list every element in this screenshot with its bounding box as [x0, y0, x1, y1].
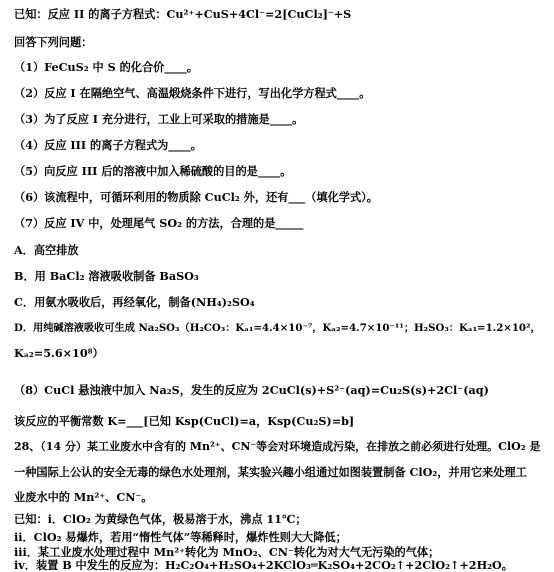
known-i: 已知：i．ClO₂ 为黄绿色气体，极易溶于水，沸点 11℃； — [14, 512, 307, 526]
problem-28-intro-line-1: 28、（14 分）某工业废水中含有的 Mn²⁺、CN⁻等会对环境造成污染，在排放之前必须进行处理。ClO₂ 是 — [14, 440, 541, 453]
question-6: （6）该流程中，可循环利用的物质除 CuCl₂ 外，还有___（填化学式）。 — [14, 190, 378, 204]
option-d: D．用纯碱溶液吸收可生成 Na₂SO₃（H₂CO₃：Kₐ₁=4.4×10⁻⁷，Kₐ₂=4.7×10⁻¹¹；H₂SO₃：Kₐ₁=1.2×10²， — [14, 322, 541, 334]
text-line-known-reaction-ii: 已知：反应 II 的离子方程式：Cu²⁺+CuS+4Cl⁻=2[CuCl₂]⁻+S — [14, 7, 352, 21]
question-1: （1）FeCuS₂ 中 S 的化合价____。 — [14, 60, 198, 74]
known-iv: iv．装置 B 中发生的反应为：H₂C₂O₄+H₂SO₄+2KClO₃═K₂SO₄+2CO₂↑+2ClO₂↑+2H₂O。 — [14, 558, 513, 572]
question-4: （4）反应 III 的离子方程式为____。 — [14, 138, 202, 152]
question-5: （5）向反应 III 后的溶液中加入稀硫酸的目的是____。 — [14, 164, 292, 178]
question-7: （7）反应 IV 中，处理尾气 SO₂ 的方法，合理的是_____ — [14, 216, 304, 230]
known-ii: ii．ClO₂ 易爆炸，若用“惰性气体”等稀释时，爆炸性则大大降低； — [14, 530, 347, 544]
question-3: （3）为了反应 I 充分进行，工业上可采取的措施是____。 — [14, 112, 304, 126]
question-8-equilibrium: 该反应的平衡常数 K=___[已知 Ksp(CuCl)=a，Ksp(Cu₂S)=b] — [14, 414, 355, 428]
problem-28-intro-line-2: 一种国际上公认的安全无毒的绿色水处理剂，某实验兴趣小组通过如图装置制备 ClO₂，并用它来处理工 — [14, 465, 527, 479]
option-d-continued: Kₐ₂=5.6×10⁸） — [14, 346, 104, 360]
question-8: （8）CuCl 悬浊液中加入 Na₂S，发生的反应为 2CuCl(s)+S²⁻(aq)=Cu₂S(s)+2Cl⁻(aq) — [14, 383, 489, 397]
text-line-answer-prompt: 回答下列问题： — [14, 35, 93, 49]
option-c: C．用氨水吸收后，再经氧化，制备(NH₄)₂SO₄ — [14, 295, 255, 309]
known-iii: iii．某工业废水处理过程中 Mn²⁺转化为 MnO₂、CN⁻转化为对大气无污染的气体； — [14, 545, 440, 559]
question-2: （2）反应 I 在隔绝空气、高温煅烧条件下进行，写出化学方程式____。 — [14, 86, 371, 100]
problem-28-intro-line-3: 业废水中的 Mn²⁺、CN⁻。 — [14, 490, 153, 504]
option-b: B．用 BaCl₂ 溶液吸收制备 BaSO₃ — [14, 269, 199, 283]
option-a: A．高空排放 — [14, 243, 79, 257]
